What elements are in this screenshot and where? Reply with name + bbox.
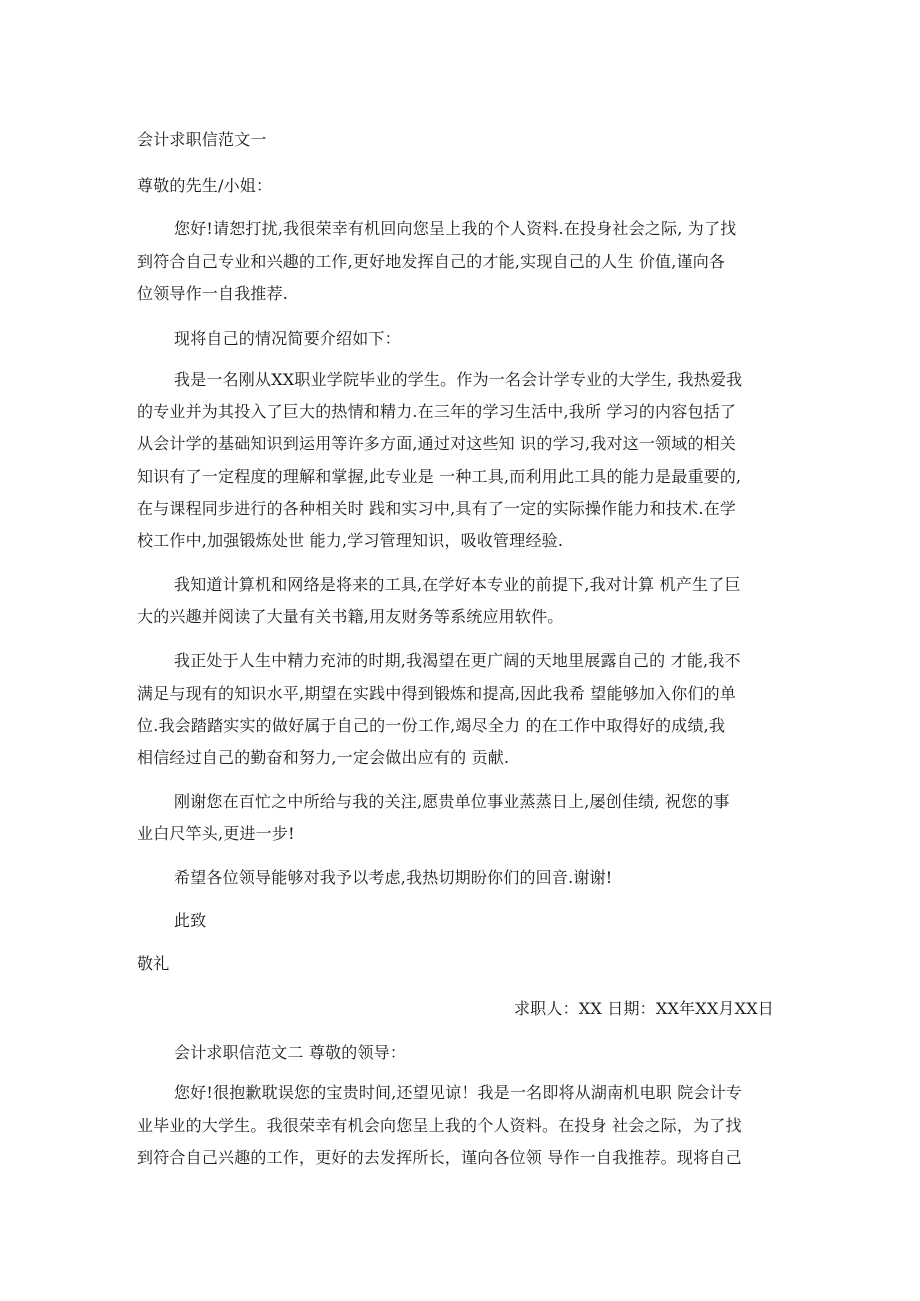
letter1-p3-line5: 在与课程同步进行的各种相关时 践和实习中,具有了一定的实际操作能力和技术.在学 (137, 499, 737, 518)
letter1-p3-line4: 知识有了一定程度的理解和掌握,此专业是 一种工具,而利用此工具的能力是最重要的, (137, 467, 742, 486)
letter1-title: 会计求职信范文一 (137, 130, 267, 149)
letter1-p3-line6: 校工作中,加强锻炼处世 能力,学习管理知识，吸收管理经验. (137, 531, 564, 550)
letter1-p3-line1: 我是一名刚从XX职业学院毕业的学生。作为一名会计学专业的大学生, 我热爱我 (174, 370, 743, 389)
letter2-p1-line1: 您好!很抱歉耽误您的宝贵时间,还望见谅！我是一名即将从湖南机电职 院会计专 (174, 1083, 743, 1102)
letter1-p4-line2: 大的兴趣并阅读了大量有关书籍,用友财务等系统应用软件。 (137, 607, 564, 626)
letter2-p1-line3: 到符合自己兴趣的工作，更好的去发挥所长，谨向各位领 导作一自我推荐。现将自己 (137, 1148, 742, 1167)
letter1-p4-line1: 我知道计算机和网络是将来的工具,在学好本专业的前提下,我对计算 机产生了巨 (174, 575, 741, 594)
letter1-p7-line1: 希望各位领导能够对我予以考虑,我热切期盼你们的回音.谢谢! (174, 868, 613, 887)
letter1-p6-line2: 业白尺竿头,更进一步! (137, 824, 295, 843)
letter1-p3-line2: 的专业并为其投入了巨大的热情和精力.在三年的学习生活中,我所 学习的内容包括了 (137, 402, 737, 421)
letter2-title-line: 会计求职信范文二 尊敬的领导： (174, 1043, 407, 1062)
letter1-p5-line3: 位.我会踏踏实实的做好属于自己的一份工作,竭尽全力 的在工作中取得好的成绩,我 (137, 716, 726, 735)
letter1-signature: 求职人：XX 日期：XX年XX月XX日 (513, 999, 774, 1018)
letter1-p1-line1: 您好!请恕打扰,我很荣幸有机回向您呈上我的个人资料.在投身社会之际, 为了找 (174, 219, 737, 238)
letter1-regards: 敬礼 (137, 954, 170, 973)
letter1-p5-line4: 相信经过自己的勤奋和努力,一定会做出应有的 贡献. (137, 748, 510, 767)
letter1-p6-line1: 刚谢您在百忙之中所给与我的关注,愿贵单位事业蒸蒸日上,屡创佳绩, 祝您的事 (174, 792, 730, 811)
letter1-closing: 此致 (174, 911, 207, 930)
letter2-p1-line2: 业毕业的大学生。我很荣幸有机会向您呈上我的个人资料。在投身 社会之际，为了找 (137, 1116, 742, 1135)
letter1-salutation: 尊敬的先生/小姐： (137, 176, 273, 195)
letter1-p1-line2: 到符合自己专业和兴趣的工作,更好地发挥自己的才能,实现自己的人生 价值,谨向各 (137, 252, 726, 271)
letter1-p1-line3: 位领导作一自我推荐. (137, 284, 289, 303)
letter1-p5-line2: 满足与现有的知识水平,期望在实践中得到锻炼和提高,因此我希 望能够加入你们的单 (137, 684, 737, 703)
letter1-p5-line1: 我正处于人生中精力充沛的时期,我渴望在更广阔的天地里展露自己的 才能,我不 (174, 651, 741, 670)
letter1-p2-line1: 现将自己的情况简要介绍如下： (174, 329, 401, 348)
letter1-p3-line3: 从会计学的基础知识到运用等许多方面,通过对这些知 识的学习,我对这一领域的相关 (137, 434, 737, 453)
